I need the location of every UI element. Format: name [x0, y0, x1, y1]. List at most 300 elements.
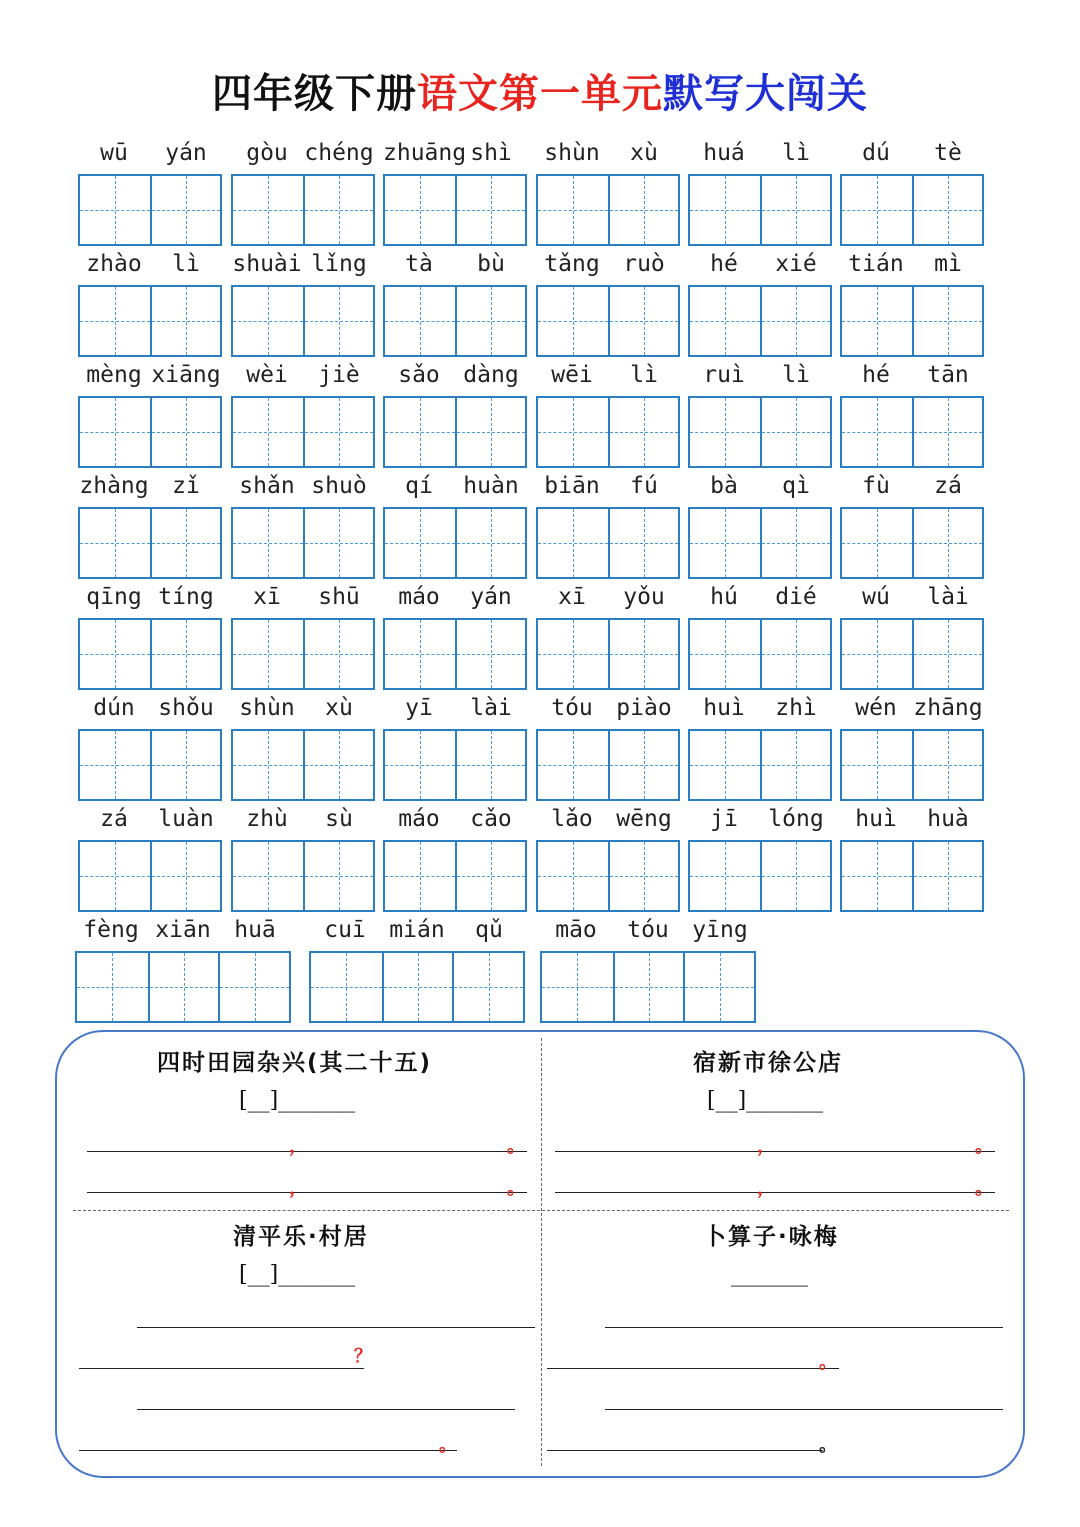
- writing-boxes: [231, 729, 375, 801]
- pinyin-line: [536, 140, 680, 174]
- pinyin-syllable: xù: [325, 695, 353, 721]
- writing-cell[interactable]: [148, 953, 219, 1021]
- pinyin-line: [78, 251, 222, 285]
- pinyin-syllable: sù: [325, 806, 353, 832]
- word-row: [0, 251, 1080, 361]
- writing-cell[interactable]: [385, 176, 455, 244]
- pinyin-syllable: hú: [710, 584, 738, 610]
- pinyin-syllable: wēi: [551, 362, 593, 388]
- writing-boxes: [231, 840, 375, 912]
- writing-cell[interactable]: [842, 176, 912, 244]
- writing-cell[interactable]: [912, 842, 982, 910]
- writing-cell[interactable]: [608, 176, 678, 244]
- writing-boxes: [383, 840, 527, 912]
- pinyin-line: [383, 251, 527, 285]
- pinyin-line: [309, 917, 525, 951]
- pinyin-syllable: jiè: [318, 362, 360, 388]
- pinyin-syllable: wén: [855, 695, 897, 721]
- writing-cell[interactable]: [150, 509, 220, 577]
- pinyin-syllable: zá: [100, 806, 128, 832]
- writing-boxes: [78, 840, 222, 912]
- pinyin-line: [383, 695, 527, 729]
- pinyin-syllable: fù: [862, 473, 890, 499]
- writing-boxes: [840, 729, 984, 801]
- writing-boxes: [688, 396, 832, 468]
- writing-boxes: [78, 396, 222, 468]
- pinyin-syllable: shì: [470, 140, 512, 166]
- writing-cell[interactable]: [150, 842, 220, 910]
- pinyin-syllable: luàn: [158, 806, 214, 832]
- writing-cell[interactable]: [608, 398, 678, 466]
- pinyin-syllable: wēng: [616, 806, 672, 832]
- writing-boxes: [840, 174, 984, 246]
- writing-cell[interactable]: [150, 287, 220, 355]
- writing-boxes: [231, 285, 375, 357]
- writing-cell[interactable]: [690, 842, 760, 910]
- pinyin-line: [840, 140, 984, 174]
- writing-boxes: [383, 174, 527, 246]
- pinyin-syllable: chéng: [304, 140, 374, 166]
- writing-cell[interactable]: [760, 398, 830, 466]
- writing-cell[interactable]: [303, 842, 373, 910]
- writing-cell[interactable]: [760, 287, 830, 355]
- writing-cell[interactable]: [382, 953, 453, 1021]
- writing-cell[interactable]: [455, 287, 525, 355]
- pinyin-line: [840, 806, 984, 840]
- writing-cell[interactable]: [150, 398, 220, 466]
- pinyin-line: [78, 806, 222, 840]
- pinyin-line: [231, 251, 375, 285]
- poem-3-line-4[interactable]: [79, 1450, 457, 1451]
- poem-3-line-2[interactable]: [79, 1368, 364, 1369]
- poem-1-comma-1: ，: [289, 1136, 307, 1157]
- pinyin-syllable: biān: [544, 473, 600, 499]
- writing-cell[interactable]: [608, 287, 678, 355]
- poem-4-period-2: 。: [819, 1435, 837, 1456]
- writing-cell[interactable]: [842, 731, 912, 799]
- writing-cell[interactable]: [80, 731, 150, 799]
- pinyin-syllable: tà: [405, 251, 433, 277]
- pinyin-syllable: lì: [782, 140, 810, 166]
- pinyin-syllable: tóu: [627, 917, 669, 943]
- pinyin-syllable: shuò: [311, 473, 367, 499]
- pinyin-syllable: bù: [477, 251, 505, 277]
- pinyin-syllable: dàng: [463, 362, 519, 388]
- writing-cell[interactable]: [760, 620, 830, 688]
- pinyin-syllable: cǎo: [470, 806, 512, 832]
- pinyin-syllable: yī: [405, 695, 433, 721]
- writing-boxes: [688, 285, 832, 357]
- pinyin-syllable: tǎng: [544, 251, 600, 277]
- poem-3-question-mark: ？: [354, 1346, 372, 1367]
- pinyin-syllable: tián: [848, 251, 904, 277]
- poem-4-line-2[interactable]: [547, 1368, 839, 1369]
- writing-cell[interactable]: [538, 842, 608, 910]
- writing-cell[interactable]: [690, 620, 760, 688]
- writing-cell[interactable]: [385, 620, 455, 688]
- pinyin-syllable: huì: [855, 806, 897, 832]
- pinyin-syllable: lóng: [768, 806, 824, 832]
- writing-cell[interactable]: [690, 731, 760, 799]
- writing-boxes: [78, 174, 222, 246]
- poem-2-comma-1: ，: [757, 1136, 775, 1157]
- writing-cell[interactable]: [912, 509, 982, 577]
- writing-boxes: [231, 618, 375, 690]
- pinyin-syllable: huá: [703, 140, 745, 166]
- writing-boxes: [840, 618, 984, 690]
- pinyin-syllable: jī: [710, 806, 738, 832]
- writing-boxes: [840, 396, 984, 468]
- writing-boxes: [688, 507, 832, 579]
- poem-4-title: 卜算子·咏梅: [703, 1224, 839, 1250]
- pinyin-syllable: dié: [775, 584, 817, 610]
- writing-boxes: [231, 507, 375, 579]
- pinyin-syllable: shùn: [239, 695, 295, 721]
- poem-1-line-2[interactable]: [87, 1192, 527, 1193]
- writing-cell[interactable]: [760, 509, 830, 577]
- writing-cell[interactable]: [80, 398, 150, 466]
- pinyin-syllable: lài: [927, 584, 969, 610]
- pinyin-syllable: huàn: [463, 473, 519, 499]
- pinyin-syllable: shùn: [544, 140, 600, 166]
- writing-cell[interactable]: [683, 953, 754, 1021]
- pinyin-syllable: xī: [558, 584, 586, 610]
- writing-cell[interactable]: [77, 953, 148, 1021]
- writing-cell[interactable]: [218, 953, 289, 1021]
- pinyin-line: [231, 806, 375, 840]
- writing-cell[interactable]: [311, 953, 382, 1021]
- pinyin-line: [536, 473, 680, 507]
- writing-cell[interactable]: [842, 620, 912, 688]
- pinyin-line: [78, 695, 222, 729]
- pinyin-syllable: fú: [630, 473, 658, 499]
- poem-2-period-2: 。: [975, 1178, 993, 1199]
- title-part-2: 语文第一单元: [417, 71, 663, 117]
- pinyin-syllable: dú: [862, 140, 890, 166]
- pinyin-syllable: lì: [782, 362, 810, 388]
- writing-cell[interactable]: [385, 842, 455, 910]
- writing-boxes: [309, 951, 525, 1023]
- pinyin-syllable: ruò: [623, 251, 665, 277]
- poem-3-title: 清平乐·村居: [233, 1224, 369, 1250]
- writing-boxes: [78, 285, 222, 357]
- writing-cell[interactable]: [303, 509, 373, 577]
- pinyin-line: [688, 140, 832, 174]
- word-row: [0, 695, 1080, 805]
- poem-2-line-2[interactable]: [555, 1192, 995, 1193]
- writing-cell[interactable]: [912, 620, 982, 688]
- pinyin-line: [688, 473, 832, 507]
- writing-boxes: [536, 396, 680, 468]
- writing-cell[interactable]: [842, 287, 912, 355]
- writing-boxes: [840, 840, 984, 912]
- pinyin-syllable: hé: [862, 362, 890, 388]
- pinyin-line: [688, 695, 832, 729]
- pinyin-line: [688, 806, 832, 840]
- pinyin-line: [78, 140, 222, 174]
- pinyin-syllable: qīng: [86, 584, 142, 610]
- pinyin-syllable: huā: [234, 917, 276, 943]
- pinyin-syllable: lì: [172, 251, 200, 277]
- writing-cell[interactable]: [80, 176, 150, 244]
- writing-cell[interactable]: [608, 620, 678, 688]
- poem-1-line-1[interactable]: [87, 1151, 527, 1152]
- word-row: [0, 473, 1080, 583]
- writing-cell[interactable]: [80, 287, 150, 355]
- writing-boxes: [78, 618, 222, 690]
- word-row-last: [0, 917, 1080, 1027]
- pinyin-syllable: sǎo: [398, 362, 440, 388]
- poem-3-line-1[interactable]: [137, 1327, 535, 1328]
- writing-cell[interactable]: [233, 287, 303, 355]
- pinyin-line: [840, 362, 984, 396]
- pinyin-line: [383, 806, 527, 840]
- pinyin-syllable: dún: [93, 695, 135, 721]
- pinyin-syllable: xù: [630, 140, 658, 166]
- pinyin-line: [231, 140, 375, 174]
- writing-cell[interactable]: [233, 509, 303, 577]
- pinyin-line: [840, 695, 984, 729]
- writing-cell[interactable]: [150, 731, 220, 799]
- word-row: [0, 584, 1080, 694]
- page-title: [0, 62, 1080, 119]
- writing-cell[interactable]: [690, 287, 760, 355]
- writing-cell[interactable]: [303, 287, 373, 355]
- pinyin-syllable: huì: [703, 695, 745, 721]
- pinyin-syllable: gòu: [246, 140, 288, 166]
- pinyin-syllable: zhàng: [79, 473, 149, 499]
- pinyin-line: [78, 473, 222, 507]
- writing-cell[interactable]: [303, 731, 373, 799]
- pinyin-syllable: tān: [927, 362, 969, 388]
- writing-boxes: [536, 840, 680, 912]
- pinyin-syllable: mián: [389, 917, 445, 943]
- poem-2-comma-2: ，: [757, 1178, 775, 1199]
- writing-boxes: [536, 285, 680, 357]
- poem-4-line-4[interactable]: [547, 1450, 823, 1451]
- poem-3-line-3[interactable]: [137, 1409, 515, 1410]
- pinyin-syllable: lǎo: [551, 806, 593, 832]
- writing-cell[interactable]: [912, 176, 982, 244]
- pinyin-syllable: xié: [775, 251, 817, 277]
- writing-boxes: [78, 729, 222, 801]
- poem-2-line-1[interactable]: [555, 1151, 995, 1152]
- writing-cell[interactable]: [455, 620, 525, 688]
- pinyin-syllable: qí: [405, 473, 433, 499]
- pinyin-syllable: lì: [630, 362, 658, 388]
- writing-boxes: [231, 174, 375, 246]
- writing-cell[interactable]: [912, 731, 982, 799]
- pinyin-syllable: yán: [470, 584, 512, 610]
- poem-2-title: 宿新市徐公店: [693, 1050, 843, 1076]
- poem-4-period-1: 。: [819, 1352, 837, 1373]
- writing-cell[interactable]: [455, 176, 525, 244]
- pinyin-syllable: tè: [934, 140, 962, 166]
- poem-1-period-1: 。: [507, 1136, 525, 1157]
- poem-4-author-blank[interactable]: _______: [731, 1262, 808, 1287]
- vertical-divider: [541, 1038, 542, 1466]
- writing-cell[interactable]: [542, 953, 613, 1021]
- pinyin-line: [840, 584, 984, 618]
- pinyin-syllable: zǐ: [172, 473, 200, 499]
- writing-boxes: [688, 729, 832, 801]
- poem-1-comma-2: ，: [289, 1178, 307, 1199]
- writing-boxes: [75, 951, 291, 1023]
- writing-cell[interactable]: [608, 509, 678, 577]
- writing-cell[interactable]: [538, 287, 608, 355]
- writing-cell[interactable]: [80, 842, 150, 910]
- writing-boxes: [840, 285, 984, 357]
- writing-cell[interactable]: [303, 398, 373, 466]
- writing-cell[interactable]: [760, 176, 830, 244]
- writing-cell[interactable]: [455, 398, 525, 466]
- word-row: [0, 806, 1080, 916]
- writing-cell[interactable]: [455, 842, 525, 910]
- writing-cell[interactable]: [912, 287, 982, 355]
- pinyin-syllable: bà: [710, 473, 738, 499]
- pinyin-syllable: yīng: [692, 917, 748, 943]
- writing-cell[interactable]: [912, 398, 982, 466]
- pinyin-syllable: xī: [253, 584, 281, 610]
- writing-cell[interactable]: [233, 842, 303, 910]
- pinyin-syllable: yǒu: [623, 584, 665, 610]
- poem-2-author-blank[interactable]: [__]_______: [707, 1088, 824, 1113]
- poem-2-period-1: 。: [975, 1136, 993, 1157]
- writing-cell[interactable]: [233, 731, 303, 799]
- writing-cell[interactable]: [233, 176, 303, 244]
- pinyin-syllable: tóu: [551, 695, 593, 721]
- pinyin-syllable: zhuāng: [383, 140, 467, 166]
- poem-4-line-1[interactable]: [605, 1327, 1003, 1328]
- pinyin-syllable: tíng: [158, 584, 214, 610]
- writing-cell[interactable]: [455, 731, 525, 799]
- writing-cell[interactable]: [233, 398, 303, 466]
- writing-boxes: [688, 174, 832, 246]
- pinyin-syllable: máo: [398, 584, 440, 610]
- pinyin-syllable: piào: [616, 695, 672, 721]
- pinyin-syllable: qì: [782, 473, 810, 499]
- writing-cell[interactable]: [385, 731, 455, 799]
- writing-boxes: [536, 507, 680, 579]
- writing-cell[interactable]: [303, 176, 373, 244]
- title-part-3: 默写大闯关: [663, 71, 868, 117]
- pinyin-syllable: mì: [934, 251, 962, 277]
- pinyin-syllable: wèi: [246, 362, 288, 388]
- writing-cell[interactable]: [538, 509, 608, 577]
- pinyin-syllable: ruì: [703, 362, 745, 388]
- writing-cell[interactable]: [690, 398, 760, 466]
- poem-recitation-panel: [55, 1030, 1025, 1478]
- writing-cell[interactable]: [538, 731, 608, 799]
- writing-cell[interactable]: [385, 398, 455, 466]
- writing-boxes: [383, 507, 527, 579]
- writing-cell[interactable]: [690, 176, 760, 244]
- writing-cell[interactable]: [760, 731, 830, 799]
- pinyin-syllable: zhào: [86, 251, 142, 277]
- pinyin-line: [536, 695, 680, 729]
- pinyin-syllable: zhù: [246, 806, 288, 832]
- pinyin-syllable: huà: [927, 806, 969, 832]
- writing-boxes: [840, 507, 984, 579]
- writing-cell[interactable]: [303, 620, 373, 688]
- title-part-1: 四年级下册: [212, 71, 417, 117]
- writing-cell[interactable]: [538, 620, 608, 688]
- writing-cell[interactable]: [613, 953, 684, 1021]
- pinyin-line: [231, 695, 375, 729]
- pinyin-syllable: lài: [470, 695, 512, 721]
- writing-cell[interactable]: [385, 509, 455, 577]
- writing-cell[interactable]: [452, 953, 523, 1021]
- writing-cell[interactable]: [233, 620, 303, 688]
- pinyin-line: [383, 584, 527, 618]
- pinyin-line: [536, 362, 680, 396]
- writing-cell[interactable]: [842, 398, 912, 466]
- poem-1-author-blank[interactable]: [__]_______: [239, 1088, 356, 1113]
- pinyin-syllable: shǒu: [158, 695, 214, 721]
- pinyin-syllable: fèng: [83, 917, 139, 943]
- pinyin-line: [78, 584, 222, 618]
- poem-1-period-2: 。: [507, 1178, 525, 1199]
- pinyin-syllable: cuī: [324, 917, 366, 943]
- writing-boxes: [688, 618, 832, 690]
- writing-boxes: [688, 840, 832, 912]
- writing-cell[interactable]: [760, 842, 830, 910]
- pinyin-syllable: xiān: [155, 917, 211, 943]
- poem-3-period: 。: [439, 1435, 457, 1456]
- writing-boxes: [231, 396, 375, 468]
- pinyin-line: [688, 362, 832, 396]
- writing-cell[interactable]: [538, 398, 608, 466]
- word-row: [0, 140, 1080, 250]
- writing-cell[interactable]: [538, 176, 608, 244]
- writing-cell[interactable]: [690, 509, 760, 577]
- poem-4-line-3[interactable]: [605, 1409, 1003, 1410]
- writing-cell[interactable]: [385, 287, 455, 355]
- pinyin-line: [383, 473, 527, 507]
- pinyin-syllable: xiāng: [151, 362, 221, 388]
- pinyin-syllable: hé: [710, 251, 738, 277]
- writing-cell[interactable]: [608, 731, 678, 799]
- pinyin-syllable: wú: [862, 584, 890, 610]
- writing-boxes: [383, 285, 527, 357]
- writing-cell[interactable]: [150, 176, 220, 244]
- pinyin-syllable: qǔ: [475, 917, 503, 943]
- pinyin-line: [383, 362, 527, 396]
- pinyin-line: [231, 473, 375, 507]
- pinyin-syllable: wū: [100, 140, 128, 166]
- pinyin-syllable: zhì: [775, 695, 817, 721]
- writing-cell[interactable]: [842, 509, 912, 577]
- pinyin-line: [840, 473, 984, 507]
- writing-boxes: [383, 729, 527, 801]
- pinyin-line: [688, 251, 832, 285]
- writing-boxes: [78, 507, 222, 579]
- word-row: [0, 362, 1080, 472]
- pinyin-syllable: lǐng: [311, 251, 367, 277]
- poem-3-author-blank[interactable]: [__]_______: [239, 1262, 356, 1287]
- writing-cell[interactable]: [150, 620, 220, 688]
- writing-boxes: [536, 174, 680, 246]
- pinyin-syllable: zá: [934, 473, 962, 499]
- writing-cell[interactable]: [608, 842, 678, 910]
- writing-cell[interactable]: [80, 509, 150, 577]
- writing-cell[interactable]: [80, 620, 150, 688]
- writing-cell[interactable]: [842, 842, 912, 910]
- pinyin-line: [540, 917, 756, 951]
- pinyin-syllable: shū: [318, 584, 360, 610]
- writing-cell[interactable]: [455, 509, 525, 577]
- pinyin-line: [688, 584, 832, 618]
